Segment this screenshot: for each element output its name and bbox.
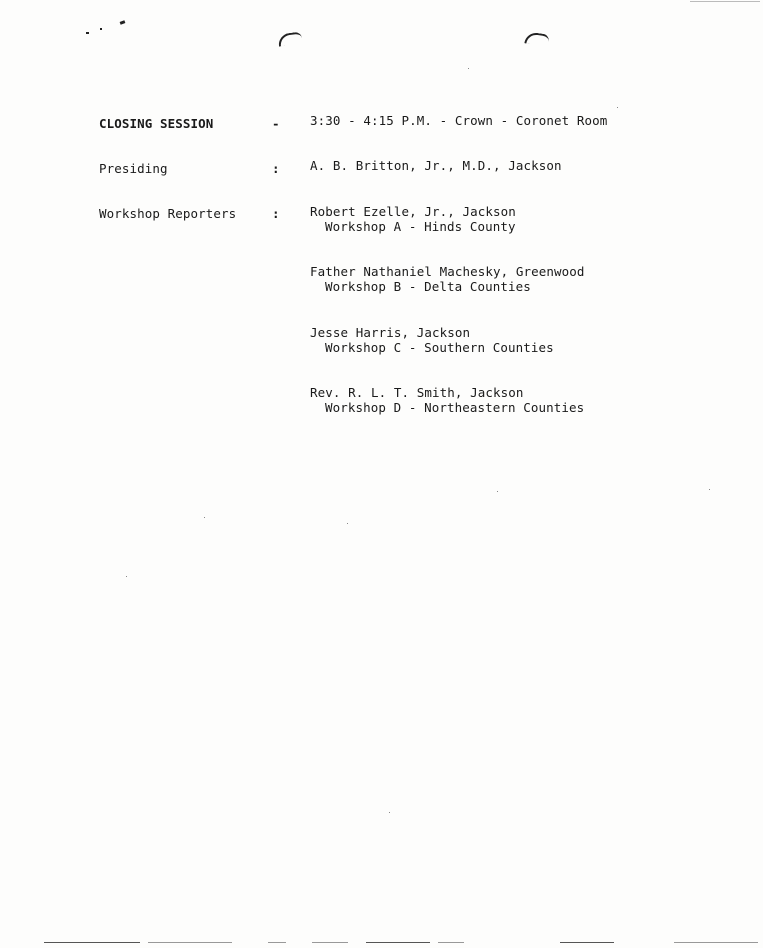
scan-mark xyxy=(120,20,126,25)
reporter-name: Rev. R. L. T. Smith, Jackson xyxy=(310,385,524,400)
reporter-name: Father Nathaniel Machesky, Greenwood xyxy=(310,264,585,279)
scan-mark xyxy=(100,28,102,30)
presiding-value: A. B. Britton, Jr., M.D., Jackson xyxy=(310,158,562,173)
scan-speck xyxy=(709,489,710,490)
reporter-workshop: Workshop A - Hinds County xyxy=(325,219,516,234)
reporter-name: Robert Ezelle, Jr., Jackson xyxy=(310,204,516,219)
scan-speck xyxy=(617,107,618,108)
scan-edge-line xyxy=(438,942,464,943)
reporter-workshop: Workshop C - Southern Counties xyxy=(325,340,554,355)
scan-speck xyxy=(126,576,127,577)
scan-speck xyxy=(347,523,348,524)
scan-edge-line xyxy=(44,942,140,943)
reporter-workshop: Workshop D - Northeastern Counties xyxy=(325,400,585,415)
scan-edge-line xyxy=(312,942,348,943)
reporter-name: Jesse Harris, Jackson xyxy=(310,325,471,340)
workshop-reporters-label: Workshop Reporters xyxy=(99,206,237,221)
scan-edge-line xyxy=(268,942,286,943)
scan-speck xyxy=(204,517,205,518)
closing-session-label: CLOSING SESSION xyxy=(99,116,214,131)
reporter-workshop: Workshop B - Delta Counties xyxy=(325,279,531,294)
scan-edge-line xyxy=(366,942,430,943)
scan-mark xyxy=(86,32,89,34)
closing-session-time-location: 3:30 - 4:15 P.M. - Crown - Coronet Room xyxy=(310,113,608,128)
scan-edge-line xyxy=(674,942,758,943)
scan-edge-line xyxy=(690,1,760,2)
presiding-label: Presiding xyxy=(99,161,168,176)
hole-punch-mark xyxy=(524,31,549,46)
scan-edge-line xyxy=(148,942,232,943)
presiding-separator: : xyxy=(272,161,280,176)
scan-speck xyxy=(389,812,390,813)
closing-session-separator: - xyxy=(272,116,280,131)
workshop-reporters-separator: : xyxy=(272,206,280,221)
scan-speck xyxy=(497,491,498,492)
scan-speck xyxy=(468,68,469,69)
hole-punch-mark xyxy=(277,31,302,46)
scan-edge-line xyxy=(560,942,614,943)
